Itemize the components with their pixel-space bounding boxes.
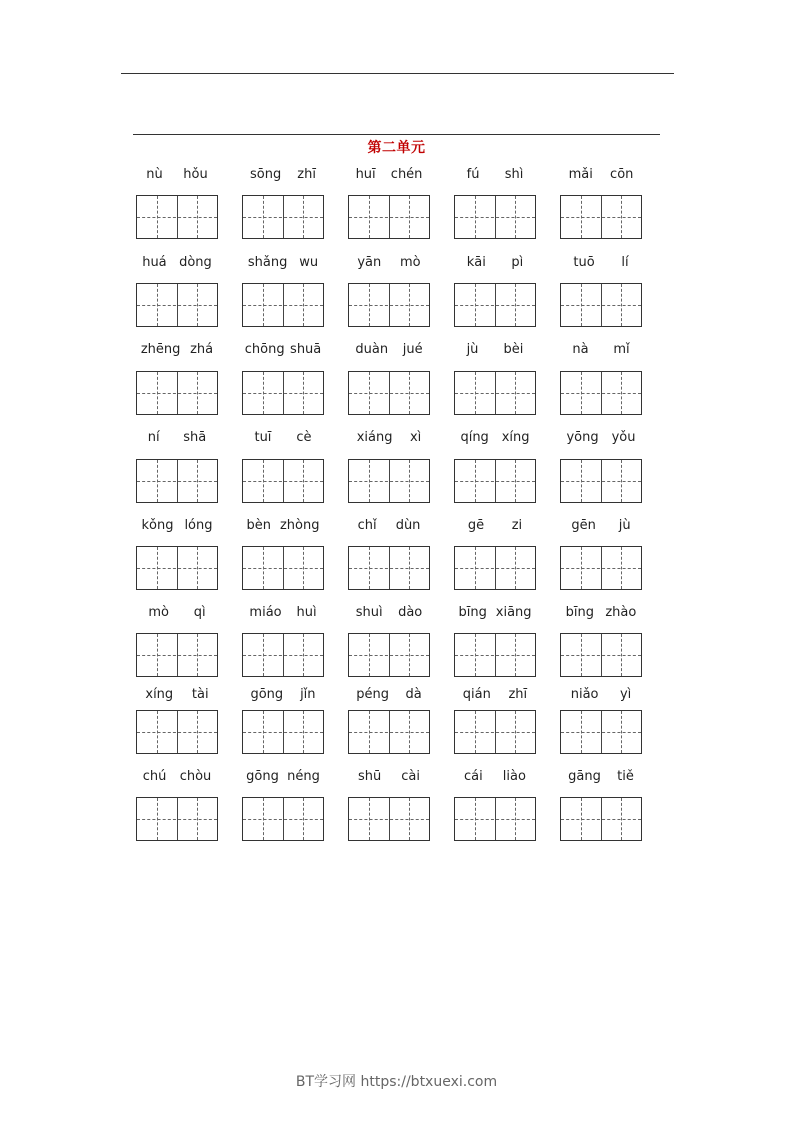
writing-box[interactable] <box>242 371 324 415</box>
pinyin-syllable: dùn <box>395 518 421 533</box>
pinyin-label <box>348 687 430 702</box>
pinyin-label <box>560 167 642 182</box>
pinyin-syllable: sōng <box>250 167 282 182</box>
pinyin-label <box>454 687 536 702</box>
writing-box[interactable] <box>348 546 430 590</box>
pinyin-syllable: dào <box>398 605 423 620</box>
pinyin-syllable: fú <box>466 167 480 182</box>
pinyin-label <box>454 518 536 533</box>
pinyin-syllable: liào <box>502 769 526 784</box>
writing-box[interactable] <box>136 283 218 327</box>
box-guide-line <box>455 655 535 656</box>
pinyin-syllable: qì <box>193 605 206 620</box>
box-guide-line <box>349 393 429 394</box>
writing-box[interactable] <box>136 546 218 590</box>
box-guide-line <box>349 819 429 820</box>
box-guide-line <box>455 305 535 306</box>
pinyin-syllable: miáo <box>249 605 282 620</box>
pinyin-syllable: shì <box>504 167 524 182</box>
writing-box[interactable] <box>348 710 430 754</box>
writing-box[interactable] <box>454 633 536 677</box>
pinyin-syllable: bīng <box>458 605 487 620</box>
pinyin-syllable: pì <box>511 255 524 270</box>
pinyin-label <box>242 605 324 620</box>
writing-box[interactable] <box>348 797 430 841</box>
box-guide-line <box>349 568 429 569</box>
pinyin-syllable: gōng <box>246 769 279 784</box>
pinyin-syllable: mǐ <box>613 342 630 357</box>
writing-box[interactable] <box>454 546 536 590</box>
pinyin-syllable: shǎng <box>247 255 288 270</box>
pinyin-label <box>242 167 324 182</box>
pinyin-syllable: tuō <box>573 255 595 270</box>
writing-box[interactable] <box>454 371 536 415</box>
box-guide-line <box>137 732 217 733</box>
box-guide-line <box>349 655 429 656</box>
pinyin-syllable: lóng <box>184 518 213 533</box>
pinyin-syllable: gēn <box>571 518 596 533</box>
pinyin-syllable: chòu <box>179 769 212 784</box>
box-guide-line <box>137 217 217 218</box>
footer-watermark: BT学习网 https://btxuexi.com <box>295 1074 498 1090</box>
writing-box[interactable] <box>560 459 642 503</box>
pinyin-syllable: duàn <box>355 342 389 357</box>
pinyin-syllable: zhá <box>190 342 214 357</box>
pinyin-syllable: yān <box>357 255 382 270</box>
pinyin-syllable: jù <box>466 342 479 357</box>
writing-box[interactable] <box>454 459 536 503</box>
writing-box[interactable] <box>136 195 218 239</box>
pinyin-syllable: zhēng <box>140 342 181 357</box>
box-guide-line <box>561 568 641 569</box>
pinyin-syllable: nù <box>146 167 163 182</box>
pinyin-syllable: niǎo <box>570 687 599 702</box>
pinyin-syllable: cōn <box>610 167 634 182</box>
box-guide-line <box>137 305 217 306</box>
pinyin-syllable: chú <box>142 769 167 784</box>
writing-box[interactable] <box>454 797 536 841</box>
pinyin-syllable: shū <box>358 769 382 784</box>
writing-box[interactable] <box>242 459 324 503</box>
writing-box[interactable] <box>136 797 218 841</box>
writing-box[interactable] <box>454 195 536 239</box>
pinyin-syllable: huì <box>296 605 317 620</box>
pinyin-syllable: bèi <box>503 342 524 357</box>
writing-box[interactable] <box>242 633 324 677</box>
pinyin-syllable: wu <box>299 255 319 270</box>
box-guide-line <box>561 819 641 820</box>
pinyin-label <box>560 769 642 784</box>
writing-box[interactable] <box>560 371 642 415</box>
pinyin-label <box>136 342 218 357</box>
pinyin-syllable: bīng <box>565 605 595 620</box>
pinyin-syllable: néng <box>287 769 320 784</box>
pinyin-syllable: mò <box>400 255 421 270</box>
writing-box[interactable] <box>242 195 324 239</box>
pinyin-syllable: chén <box>390 167 423 182</box>
box-guide-line <box>455 217 535 218</box>
pinyin-label <box>560 687 642 702</box>
pinyin-syllable: ní <box>147 430 160 445</box>
pinyin-syllable: péng <box>356 687 389 702</box>
pinyin-syllable: mò <box>148 605 169 620</box>
pinyin-label <box>348 342 430 357</box>
pinyin-label <box>136 769 218 784</box>
writing-box[interactable] <box>242 710 324 754</box>
box-guide-line <box>561 217 641 218</box>
pinyin-label <box>348 605 430 620</box>
pinyin-syllable: xì <box>409 430 422 445</box>
pinyin-syllable: zhào <box>605 605 637 620</box>
pinyin-syllable: dòng <box>179 255 212 270</box>
pinyin-label <box>136 167 218 182</box>
pinyin-syllable: xiáng <box>356 430 393 445</box>
pinyin-label <box>242 342 324 357</box>
pinyin-syllable: zhī <box>508 687 528 702</box>
box-guide-line <box>561 481 641 482</box>
writing-box[interactable] <box>560 710 642 754</box>
pinyin-syllable: hǒu <box>183 167 208 182</box>
box-guide-line <box>243 393 323 394</box>
pinyin-syllable: zi <box>511 518 523 533</box>
writing-box[interactable] <box>242 797 324 841</box>
pinyin-syllable: cài <box>401 769 420 784</box>
writing-box[interactable] <box>348 633 430 677</box>
pinyin-label <box>136 605 218 620</box>
pinyin-syllable: gōng <box>250 687 284 702</box>
pinyin-syllable: lí <box>621 255 629 270</box>
box-guide-line <box>137 819 217 820</box>
pinyin-syllable: yǒu <box>611 430 636 445</box>
box-guide-line <box>243 819 323 820</box>
pinyin-label <box>560 518 642 533</box>
pinyin-syllable: xiāng <box>495 605 532 620</box>
writing-box[interactable] <box>242 283 324 327</box>
pinyin-syllable: tài <box>191 687 209 702</box>
writing-box[interactable] <box>348 371 430 415</box>
pinyin-label <box>136 255 218 270</box>
pinyin-syllable: jù <box>618 518 631 533</box>
pinyin-syllable: tuī <box>254 430 272 445</box>
pinyin-syllable: zhī <box>297 167 316 182</box>
pinyin-label <box>454 255 536 270</box>
box-guide-line <box>137 481 217 482</box>
pinyin-syllable: shuì <box>355 605 383 620</box>
pinyin-syllable: qíng <box>460 430 489 445</box>
writing-box[interactable] <box>560 283 642 327</box>
writing-box[interactable] <box>454 710 536 754</box>
pinyin-syllable: kǒng <box>141 518 174 533</box>
writing-box[interactable] <box>136 633 218 677</box>
pinyin-syllable: xíng <box>501 430 530 445</box>
pinyin-label <box>136 687 218 702</box>
box-guide-line <box>137 568 217 569</box>
pinyin-syllable: cè <box>296 430 312 445</box>
pinyin-syllable: dà <box>405 687 422 702</box>
pinyin-label <box>454 430 536 445</box>
pinyin-syllable: yì <box>619 687 632 702</box>
pinyin-label <box>560 605 642 620</box>
writing-box[interactable] <box>454 283 536 327</box>
box-guide-line <box>243 655 323 656</box>
pinyin-syllable: kāi <box>466 255 486 270</box>
pinyin-syllable: shuā <box>290 342 322 357</box>
writing-box[interactable] <box>348 459 430 503</box>
pinyin-syllable: bèn <box>246 518 271 533</box>
pinyin-syllable: cái <box>464 769 483 784</box>
writing-box[interactable] <box>560 546 642 590</box>
pinyin-syllable: shā <box>183 430 207 445</box>
pinyin-label <box>242 518 324 533</box>
box-guide-line <box>349 305 429 306</box>
pinyin-label <box>454 769 536 784</box>
writing-box[interactable] <box>348 195 430 239</box>
box-guide-line <box>349 217 429 218</box>
pinyin-syllable: huī <box>355 167 376 182</box>
box-guide-line <box>349 481 429 482</box>
pinyin-syllable: chōng <box>244 342 285 357</box>
pinyin-label <box>454 342 536 357</box>
unit-title: 第二单元 <box>367 140 426 156</box>
box-guide-line <box>243 481 323 482</box>
box-guide-line <box>243 217 323 218</box>
box-guide-line <box>349 732 429 733</box>
pinyin-label <box>348 167 430 182</box>
pinyin-label <box>136 518 218 533</box>
pinyin-syllable: mǎi <box>568 167 593 182</box>
pinyin-syllable: jué <box>402 342 423 357</box>
pinyin-syllable: chǐ <box>357 518 377 533</box>
pinyin-syllable: huá <box>142 255 167 270</box>
writing-box[interactable] <box>560 797 642 841</box>
box-guide-line <box>455 568 535 569</box>
pinyin-label <box>560 430 642 445</box>
pinyin-label <box>242 687 324 702</box>
pinyin-syllable: xíng <box>145 687 174 702</box>
pinyin-label <box>242 255 324 270</box>
box-guide-line <box>243 568 323 569</box>
pinyin-label <box>348 430 430 445</box>
pinyin-syllable: yōng <box>566 430 599 445</box>
pinyin-syllable: nà <box>572 342 589 357</box>
pinyin-label <box>242 430 324 445</box>
box-guide-line <box>243 732 323 733</box>
pinyin-label <box>454 605 536 620</box>
box-guide-line <box>455 732 535 733</box>
pinyin-syllable: zhòng <box>279 518 320 533</box>
pinyin-label <box>136 430 218 445</box>
pinyin-syllable: qián <box>462 687 491 702</box>
box-guide-line <box>561 393 641 394</box>
pinyin-syllable: gāng <box>568 769 601 784</box>
box-guide-line <box>561 655 641 656</box>
writing-box[interactable] <box>136 371 218 415</box>
writing-box[interactable] <box>560 195 642 239</box>
pinyin-syllable: gē <box>467 518 485 533</box>
writing-box[interactable] <box>560 633 642 677</box>
pinyin-label <box>348 518 430 533</box>
pinyin-label <box>560 342 642 357</box>
pinyin-label <box>348 255 430 270</box>
box-guide-line <box>561 305 641 306</box>
pinyin-syllable: jǐn <box>300 687 316 702</box>
pinyin-label <box>454 167 536 182</box>
box-guide-line <box>455 393 535 394</box>
writing-box[interactable] <box>242 546 324 590</box>
writing-box[interactable] <box>348 283 430 327</box>
pinyin-label <box>560 255 642 270</box>
writing-box[interactable] <box>136 459 218 503</box>
pinyin-syllable: tiě <box>617 769 634 784</box>
page-cutoff <box>120 842 680 862</box>
box-guide-line <box>561 732 641 733</box>
box-guide-line <box>455 481 535 482</box>
pinyin-label <box>242 769 324 784</box>
writing-box[interactable] <box>136 710 218 754</box>
box-guide-line <box>243 305 323 306</box>
box-guide-line <box>137 393 217 394</box>
pinyin-label <box>348 769 430 784</box>
box-guide-line <box>137 655 217 656</box>
box-guide-line <box>455 819 535 820</box>
